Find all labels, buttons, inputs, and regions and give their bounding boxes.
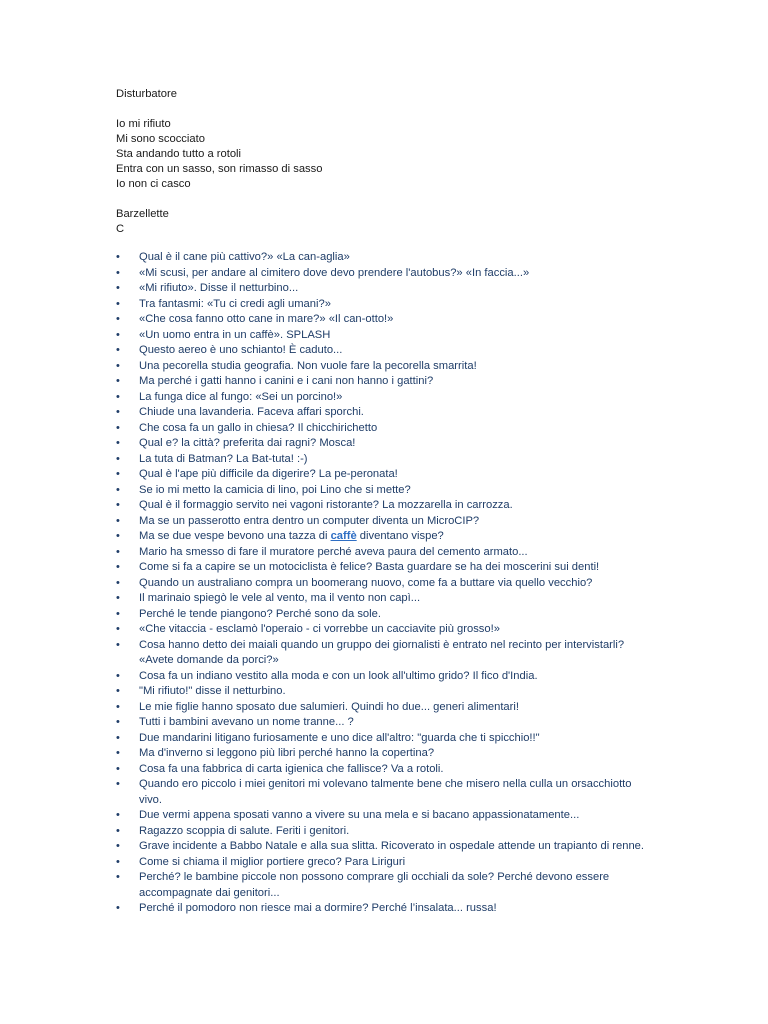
list-item	[116, 746, 656, 762]
list-item	[116, 545, 656, 561]
bullet-icon: •	[116, 421, 120, 434]
list-item	[116, 777, 656, 808]
bullet-icon: •	[116, 685, 120, 697]
bullet-icon: •	[116, 871, 120, 883]
joke-text: Perché le tende piangono? Perché sono da sole.	[139, 607, 381, 620]
bullet-icon: •	[116, 313, 120, 325]
bullet-icon: •	[116, 576, 120, 589]
list-item	[116, 529, 656, 545]
list-item	[116, 312, 656, 328]
bullet-icon: •	[116, 840, 120, 852]
list-item	[116, 467, 656, 483]
bullet-icon: •	[116, 266, 120, 279]
joke-text: Perché? le bambine piccole non possono comprare gli occhiali da sole? Perché devono essere accompagnate dai genitori...	[139, 871, 610, 899]
poem-line: Mi sono scocciato	[116, 133, 205, 145]
bullet-icon: •	[116, 390, 120, 403]
list-item	[116, 452, 656, 468]
list-item	[116, 700, 656, 716]
joke-text: Qual è il cane più cattivo?» «La can-aglia»	[139, 251, 350, 263]
bullet-icon: •	[116, 762, 120, 775]
list-item	[116, 514, 656, 530]
joke-text: Chiude una lavanderia. Faceva affari sporchi.	[139, 406, 364, 418]
joke-text: Il marinaio spiegò le vele al vento, ma il vento non capì...	[139, 592, 421, 604]
joke-text: Quando un australiano compra un boomerang nuovo, come fa a buttare via quello vecchio?	[139, 576, 593, 589]
doc-title: Disturbatore	[116, 88, 177, 100]
joke-text: Se io mi metto la camicia di lino, poi Lino che si mette?	[139, 483, 411, 496]
bullet-icon: •	[116, 499, 120, 511]
joke-text: Tutti i bambini avevano un nome tranne... ?	[139, 716, 354, 728]
bullet-icon: •	[116, 545, 120, 558]
list-item	[116, 638, 656, 669]
joke-text: Ma se un passerotto entra dentro un computer diventa un MicroCIP?	[139, 514, 480, 527]
joke-text: Qual e? la città? preferita dai ragni? Mosca!	[139, 437, 356, 449]
list-item	[116, 436, 656, 452]
bullet-icon: •	[116, 700, 120, 713]
list-item	[116, 405, 656, 421]
joke-text: Due mandarini litigano furiosamente e uno dice all'altro: "guarda che ti spicchio!!"	[139, 731, 540, 744]
list-item	[116, 498, 656, 514]
joke-text: Grave incidente a Babbo Natale e alla sua slitta. Ricoverato in ospedale attende un trapianto di renne.	[139, 840, 645, 852]
list-item	[116, 328, 656, 344]
section-letter: C	[116, 223, 125, 235]
bullet-icon: •	[116, 778, 120, 790]
bullet-icon: •	[116, 344, 120, 356]
joke-text: Questo aereo è uno schianto! È caduto...	[139, 344, 343, 356]
joke-text: Come si chiama il miglior portiere greco? Para Liriguri	[139, 855, 406, 868]
list-item	[116, 855, 656, 871]
bullet-icon: •	[116, 406, 120, 418]
joke-text: "Mi rifiuto!" disse il netturbino.	[139, 685, 286, 697]
list-item	[116, 622, 656, 638]
joke-text: Le mie figlie hanno sposato due salumieri. Quindi ho due... generi alimentari!	[139, 700, 519, 713]
poem-line: Sta andando tutto a rotoli	[116, 148, 242, 160]
jokes-list	[116, 250, 656, 917]
joke-text: Tra fantasmi: «Tu ci credi agli umani?»	[139, 297, 331, 310]
list-item	[116, 715, 656, 731]
joke-text: La funga dice al fungo: «Sei un porcino!»	[139, 390, 343, 403]
bullet-icon: •	[116, 592, 120, 604]
joke-text: Ragazzo scoppia di salute. Feriti i genitori.	[139, 824, 350, 837]
joke-text: Mario ha smesso di fare il muratore perché aveva paura del cemento armato...	[139, 545, 528, 558]
bullet-icon: •	[116, 282, 120, 294]
list-item	[116, 421, 656, 437]
bullet-icon: •	[116, 530, 120, 542]
bullet-icon: •	[116, 747, 120, 759]
bullet-icon: •	[116, 809, 120, 821]
list-item	[116, 839, 656, 855]
joke-text: «Mi rifiuto». Disse il netturbino...	[139, 282, 299, 294]
joke-text: Ma d'inverno si leggono più libri perché hanno la copertina?	[139, 747, 435, 759]
intro-block	[116, 87, 322, 237]
list-item	[116, 808, 656, 824]
bullet-icon: •	[116, 607, 120, 620]
list-item	[116, 762, 656, 778]
list-item	[116, 870, 656, 901]
bullet-icon: •	[116, 359, 120, 372]
list-item	[116, 343, 656, 359]
bullet-icon: •	[116, 669, 120, 682]
bullet-icon: •	[116, 452, 120, 465]
bullet-icon: •	[116, 716, 120, 728]
joke-text: Cosa fa una fabbrica di carta igienica che fallisce? Va a rotoli.	[139, 762, 444, 775]
bullet-icon: •	[116, 731, 120, 744]
joke-text: «Un uomo entra in un caffè». SPLASH	[139, 328, 331, 341]
bullet-icon: •	[116, 375, 120, 387]
poem-line: Io mi rifiuto	[116, 118, 171, 130]
joke-text: «Che cosa fanno otto cane in mare?» «Il can-otto!»	[139, 313, 394, 325]
bullet-icon: •	[116, 824, 120, 837]
bullet-icon: •	[116, 902, 120, 914]
list-item	[116, 684, 656, 700]
joke-text: Due vermi appena sposati vanno a vivere su una mela e si bacano appassionatamente...	[139, 809, 580, 821]
bullet-icon: •	[116, 638, 120, 651]
joke-text: Qual è il formaggio servito nei vagoni ristorante? La mozzarella in carrozza.	[139, 499, 513, 511]
poem-line: Entra con un sasso, son rimasso di sasso	[116, 163, 323, 175]
joke-text: Come si fa a capire se un motociclista è felice? Basta guardare se ha dei moscerini sui denti!	[139, 561, 600, 573]
list-item	[116, 669, 656, 685]
list-item	[116, 591, 656, 607]
bullet-icon: •	[116, 328, 120, 341]
joke-text: Ma perché i gatti hanno i canini e i cani non hanno i gattini?	[139, 375, 434, 387]
list-item	[116, 607, 656, 623]
list-item	[116, 483, 656, 499]
list-item	[116, 390, 656, 406]
joke-text: Ma se due vespe bevono una tazza di	[139, 530, 331, 542]
joke-text: diventano vispe?	[356, 530, 444, 542]
joke-text: «Mi scusi, per andare al cimitero dove devo prendere l'autobus?» «In faccia...»	[139, 266, 530, 279]
bullet-icon: •	[116, 251, 120, 263]
joke-text: La tuta di Batman? La Bat-tuta! :-)	[139, 452, 308, 465]
list-item	[116, 250, 656, 266]
list-item	[116, 359, 656, 375]
poem-line: Io non ci casco	[116, 178, 191, 190]
bullet-icon: •	[116, 468, 120, 480]
spacer	[116, 192, 322, 207]
section-title: Barzellette	[116, 208, 169, 220]
bullet-icon: •	[116, 855, 120, 868]
list-item	[116, 824, 656, 840]
bullet-icon: •	[116, 483, 120, 496]
bullet-icon: •	[116, 514, 120, 527]
joke-text: Che cosa fa un gallo in chiesa? Il chicchirichetto	[139, 421, 378, 434]
list-item	[116, 901, 656, 917]
joke-text: Una pecorella studia geografia. Non vuole fare la pecorella smarrita!	[139, 359, 477, 372]
spacer	[116, 102, 322, 117]
list-item	[116, 281, 656, 297]
joke-text: «Che vitaccia - esclamò l'operaio - ci vorrebbe un cacciavite più grosso!»	[139, 623, 500, 635]
bullet-icon: •	[116, 437, 120, 449]
bullet-icon: •	[116, 297, 120, 310]
joke-text: Cosa fa un indiano vestito alla moda e con un look all'ultimo grido? Il fico d'India.	[139, 669, 538, 682]
joke-text: Qual è l'ape più difficile da digerire? La pe-peronata!	[139, 468, 398, 480]
list-item	[116, 731, 656, 747]
joke-text: Quando ero piccolo i miei genitori mi volevano talmente bene che misero nella culla un orsacchiotto vivo.	[139, 778, 632, 806]
list-item	[116, 297, 656, 313]
bullet-icon: •	[116, 623, 120, 635]
caffe-link[interactable]: caffè	[330, 530, 357, 542]
joke-text: Cosa hanno detto dei maiali quando un gruppo dei giornalisti è entrato nel recinto per intervistarli? «Avete domande da porci?»	[139, 638, 625, 666]
joke-text: Perché il pomodoro non riesce mai a dormire? Perché l’insalata... russa!	[139, 902, 497, 914]
list-item	[116, 576, 656, 592]
list-item	[116, 266, 656, 282]
bullet-icon: •	[116, 561, 120, 573]
list-item	[116, 374, 656, 390]
list-item	[116, 560, 656, 576]
